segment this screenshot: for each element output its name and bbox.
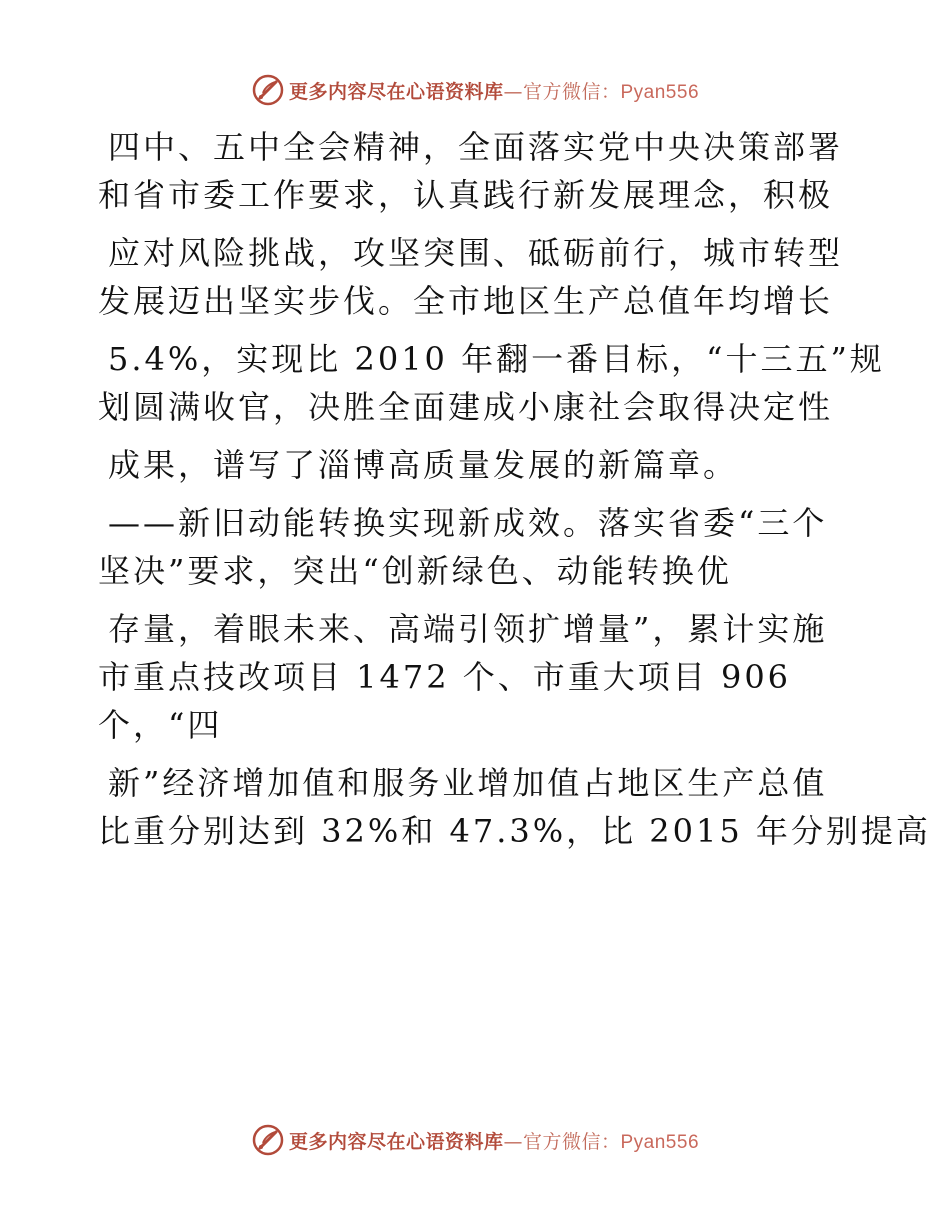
watermark-dash: — [503,1130,523,1153]
watermark-account: Pyan556 [620,81,700,103]
watermark-text [289,77,699,104]
watermark-account: Pyan556 [620,1131,700,1153]
text-line: 个，“四 [98,706,223,744]
text-line: 成果，谱写了淄博高质量发展的新篇章。 [108,446,739,484]
text-line: 四中、五中全会精神，全面落实党中央决策部署 [108,128,844,166]
text-line: 新”经济增加值和服务业增加值占地区生产总值 [108,764,828,802]
watermark-dash: — [503,80,523,103]
text-line: 5.4%，实现比 2010 年翻一番目标，“十三五”规 [108,340,885,378]
text-line: 和省市委工作要求，认真践行新发展理念，积极 [98,176,834,214]
footer-watermark [0,1120,950,1160]
text-line: 存量，着眼未来、高端引领扩增量”，累计实施 [108,610,828,648]
text-line: 应对风险挑战，攻坚突围、砥砺前行，城市转型 [108,234,844,272]
text-line: 发展迈出坚实步伐。全市地区生产总值年均增长 [98,282,834,320]
header-watermark [0,70,950,110]
watermark-brand: 更多内容尽在心语资料库 [288,80,504,103]
text-line: ——新旧动能转换实现新成效。落实省委“三个 [108,504,828,542]
quill-logo-icon [251,73,285,107]
quill-logo-icon [251,1123,285,1157]
text-line: 市重点技改项目 1472 个、市重大项目 906 [98,658,792,696]
text-line: 比重分别达到 32%和 47.3%，比 2015 年分别提高 [98,812,931,850]
text-line: 坚决”要求，突出“创新绿色、动能转换优 [98,552,732,590]
document-body [98,123,931,855]
watermark-text [289,1127,699,1154]
text-line: 划圆满收官，决胜全面建成小康社会取得决定性 [98,388,834,426]
watermark-account-label: 官方微信： [522,80,621,103]
watermark-account-label: 官方微信： [522,1130,621,1153]
watermark-brand: 更多内容尽在心语资料库 [288,1130,504,1153]
